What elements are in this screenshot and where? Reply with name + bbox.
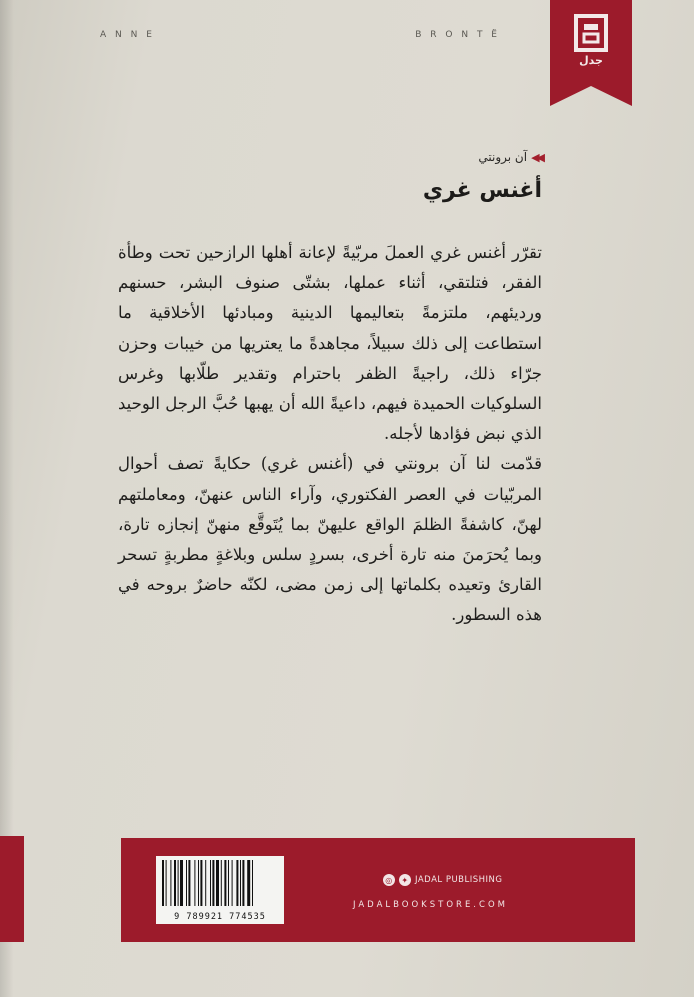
- publisher-logo-icon: [570, 12, 612, 54]
- blurb-paragraph-2: قدّمت لنا آن برونتي في (أغنس غري) حكايةً تصف أحوال المربّيات في العصر الفكتوري، وآراء الناس عنهنّ، ومعاملتهم لهنّ، كاشفةً الظلمَ الواقع عليهنّ بما يُتَوقَّع منهنّ إنجازه تارة، وبما يُحرَمنَ منه تارة أخرى، بسردٍ سلس وبلاغةٍ مطربةٍ تسحر القارئ وتعيده بكلماتها إلى زمن مضى، لكنّه حاضرٌ بروحه في هذه السطور.: [118, 454, 542, 625]
- barcode-bar: [194, 860, 195, 906]
- barcode-bar: [186, 860, 187, 906]
- barcode-bar: [228, 860, 229, 906]
- barcode-bar: [180, 860, 183, 906]
- book-title: أغنس غري: [422, 178, 542, 203]
- isbn-number: 9 789921 774535: [174, 912, 266, 922]
- left-color-tab: [0, 836, 24, 942]
- author-line: [478, 150, 542, 164]
- social-line: [383, 874, 502, 886]
- blurb: [118, 238, 542, 631]
- barcode-bar: [240, 860, 241, 906]
- barcode-bar: [221, 860, 222, 906]
- barcode-bar: [247, 860, 250, 906]
- barcode-bar: [224, 860, 226, 906]
- blurb-paragraph-1: تقرّر أغنس غري العملَ مربّيةً لإعانة أهلها الرازحين تحت وطأة الفقر، فتلتقي، أثناء عملها، بشتّى صنوف البشر، حسنهم ورديئهم، ملتزمةً بتعاليمها الدينية ومبادئها الأخلاقية ما استطاعت إلى ذلك سبيلاً، مجاهدةً ما يعتريها من خيبات وحزن جرّاء ذلك، راجيةً الظفر باحترام وتقدير طلّابها وغرس السلوكيات الحميدة فيهم، داعيةً الله أن يهبها حُبَّ الرجل الوحيد الذي نبض فؤادها لأجله.: [118, 243, 542, 444]
- isbn-barcode: [156, 856, 284, 924]
- barcode-bars: [162, 860, 278, 908]
- barcode-bar: [162, 860, 164, 906]
- publisher-logo-text: جدل: [579, 54, 603, 67]
- barcode-bar: [188, 860, 190, 906]
- barcode-bar: [236, 860, 238, 906]
- barcode-bar: [212, 860, 214, 906]
- barcode-bar: [252, 860, 253, 906]
- barcode-bar: [205, 860, 206, 906]
- barcode-bar: [174, 860, 176, 906]
- barcode-bar: [178, 860, 179, 906]
- barcode-bar: [210, 860, 211, 906]
- publisher-ribbon: [550, 0, 632, 106]
- twitter-icon: ✦: [399, 874, 411, 886]
- author-last-name: B R O N T Ë: [415, 30, 500, 40]
- barcode-bar: [198, 860, 199, 906]
- barcode-bar: [170, 860, 171, 906]
- barcode-bar: [166, 860, 167, 906]
- barcode-bar: [200, 860, 202, 906]
- double-arrow-icon: ◀◀: [531, 150, 542, 164]
- author-name-ar: آن برونتي: [478, 150, 528, 164]
- author-first-name: A N N E: [100, 30, 155, 40]
- store-url: JADALBOOKSTORE.COM: [353, 900, 508, 910]
- barcode-bar: [216, 860, 219, 906]
- barcode-bar: [232, 860, 233, 906]
- instagram-icon: ◎: [383, 874, 395, 886]
- social-handle: JADAL PUBLISHING: [415, 875, 503, 885]
- author-header: [100, 30, 500, 40]
- barcode-bar: [242, 860, 244, 906]
- publisher-band: [121, 838, 635, 942]
